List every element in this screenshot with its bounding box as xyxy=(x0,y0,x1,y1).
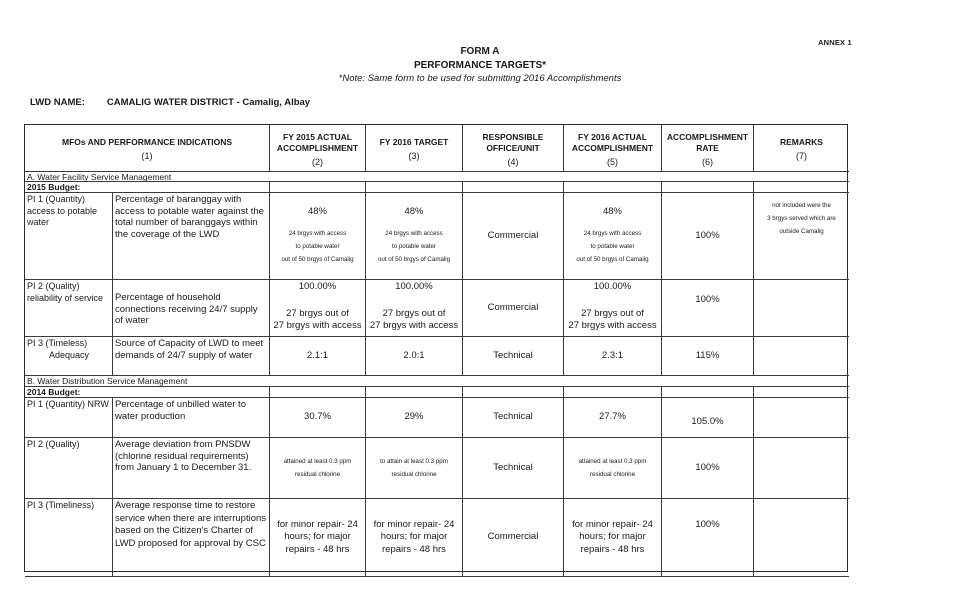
header-label: FY 2016 TARGET xyxy=(379,137,449,147)
indicator-cell: Percentage of baranggay with access to potable water against the total number of baranggays within the coverage of the LWD xyxy=(113,193,270,280)
pi-cell xyxy=(25,337,113,376)
office-cell: Commercial xyxy=(463,280,564,337)
percent-value: 100.00% xyxy=(395,281,433,292)
percent-value: 100.00% xyxy=(298,281,337,292)
header-label: RESPONSIBLE OFFICE/UNIT xyxy=(482,131,544,153)
fy2015-cell: 2.1:1 xyxy=(270,337,366,376)
lwd-name: CAMALIG WATER DISTRICT - Camalig, Albay xyxy=(106,97,311,108)
pi-cell: PI 1 (Quantity) access to potable water xyxy=(25,193,113,280)
header-number: (5) xyxy=(607,156,618,167)
pi-sublabel: Adequacy xyxy=(49,349,90,360)
header-label: MFOs AND PERFORMANCE INDICATIONS xyxy=(62,137,232,147)
fy2015-cell: 30.7% xyxy=(270,398,366,438)
detail-line: out of 50 brgys of Camalig xyxy=(377,256,451,264)
indicator-cell: Average response time to restore service when there are interruptions based on the Citizen's Charter of LWD proposed for approval by CSC xyxy=(113,499,270,577)
fy2016-actual-cell: for minor repair- 24 hours; for major repairs - 48 hrs xyxy=(564,499,662,577)
header-mfo xyxy=(25,125,270,172)
header-label: REMARKS xyxy=(780,137,823,147)
remarks-line: not included were the xyxy=(772,202,831,209)
detail-line: 27 brgys out of xyxy=(581,307,644,319)
budget-cell xyxy=(270,182,366,193)
detail-line: to potable water xyxy=(590,243,635,251)
form-subtitle: PERFORMANCE TARGETS* xyxy=(413,60,547,71)
header-number: (6) xyxy=(702,156,713,167)
budget-cell xyxy=(564,182,662,193)
pi-cell: PI 2 (Quality) xyxy=(25,438,113,499)
section-a-budget: 2015 Budget: xyxy=(25,182,270,193)
fy2016-actual-cell xyxy=(564,438,662,499)
header-label: ACCOMPLISHMENT RATE xyxy=(666,131,749,153)
detail-line: 27 brgys out of xyxy=(286,307,349,319)
detail-line: 24 brgys with access xyxy=(583,230,642,238)
header-fy2016-target xyxy=(366,125,463,172)
percent-value: 100.00% xyxy=(593,281,632,292)
detail-line: attained at least 0.3 ppm xyxy=(283,458,352,465)
detail-line: 27 brgys out of xyxy=(382,307,446,319)
fy2016-target-cell: for minor repair- 24 hours; for major repairs - 48 hrs xyxy=(366,499,463,577)
indicator-cell: Percentage of household connections receiving 24/7 supply of water xyxy=(113,280,270,337)
budget-cell xyxy=(662,182,754,193)
budget-cell xyxy=(754,387,849,398)
fy2016-target-cell xyxy=(366,438,463,499)
rate-cell: 105.0% xyxy=(662,398,754,438)
remarks-cell xyxy=(754,438,849,499)
budget-cell xyxy=(366,182,463,193)
annex-label: ANNEX 1 xyxy=(818,38,852,47)
detail-line: 27 brgys with access xyxy=(369,320,459,331)
header-accomplishment-rate xyxy=(662,125,754,172)
header-fy2015-actual xyxy=(270,125,366,172)
fy2015-cell xyxy=(270,280,366,337)
fy2016-actual-cell xyxy=(564,280,662,337)
percent-value: 48% xyxy=(602,205,622,217)
fy2016-target-cell: 29% xyxy=(366,398,463,438)
pi-cell: PI 2 (Quality) reliability of service xyxy=(25,280,113,337)
office-cell: Technical xyxy=(463,398,564,438)
remarks-line: 3 brgys served which are xyxy=(767,215,836,222)
remarks-cell xyxy=(754,499,849,577)
office-cell: Technical xyxy=(463,438,564,499)
header-responsible-office xyxy=(463,125,564,172)
detail-line: residual chlorine xyxy=(294,471,341,478)
header-number: (4) xyxy=(507,156,519,167)
header-number: (1) xyxy=(141,151,153,161)
detail-line: residual chlorine xyxy=(391,471,437,478)
indicator-cell: Source of Capacity of LWD to meet demands of 24/7 supply of water xyxy=(113,337,270,376)
rate-cell: 100% xyxy=(662,499,754,577)
detail-line: out of 50 brgys of Camalig xyxy=(281,256,354,264)
detail-line: 24 brgys with access xyxy=(385,230,443,238)
detail-line: out of 50 brgys of Camalig xyxy=(576,256,649,264)
budget-cell xyxy=(754,182,849,193)
remarks-cell xyxy=(754,193,849,280)
pi-label: PI 3 (Timeless) xyxy=(27,338,88,348)
header-number: (2) xyxy=(312,156,323,167)
header-fy2016-actual xyxy=(564,125,662,172)
detail-line: to potable water xyxy=(391,243,437,251)
form-title: FORM A xyxy=(460,46,500,57)
fy2015-cell xyxy=(270,193,366,280)
detail-line: 24 brgys with access xyxy=(288,230,347,238)
fy2015-cell: for minor repair- 24 hours; for major repairs - 48 hrs xyxy=(270,499,366,577)
fy2016-actual-cell: 27.7% xyxy=(564,398,662,438)
performance-table xyxy=(24,124,848,572)
header-label: FY 2015 ACTUAL ACCOMPLISHMENT xyxy=(276,131,359,153)
office-cell: Commercial xyxy=(463,193,564,280)
header-remarks xyxy=(754,125,849,172)
fy2016-target-cell: 2.0:1 xyxy=(366,337,463,376)
fy2016-actual-cell: 2.3:1 xyxy=(564,337,662,376)
budget-cell xyxy=(463,387,564,398)
remarks-cell xyxy=(754,337,849,376)
pi-cell: PI 3 (Timeliness) xyxy=(25,499,113,577)
pi-cell: PI 1 (Quantity) NRW xyxy=(25,398,113,438)
remarks-cell xyxy=(754,398,849,438)
percent-value: 48% xyxy=(307,205,327,217)
rate-cell: 100% xyxy=(662,193,754,280)
header-number: (7) xyxy=(796,151,807,161)
remarks-cell xyxy=(754,280,849,337)
header-label: FY 2016 ACTUAL ACCOMPLISHMENT xyxy=(571,131,654,153)
indicator-cell: Percentage of unbilled water to water production xyxy=(113,398,270,438)
form-note: *Note: Same form to be used for submitting 2016 Accomplishments xyxy=(338,73,622,84)
office-cell: Commercial xyxy=(463,499,564,577)
section-a-title: A. Water Facility Service Management xyxy=(25,172,849,182)
detail-line: 27 brgys with access xyxy=(273,320,362,331)
rate-cell: 100% xyxy=(662,280,754,337)
remarks-line: outside Camalig xyxy=(779,228,824,235)
budget-cell xyxy=(366,387,463,398)
fy2016-actual-cell xyxy=(564,193,662,280)
lwd-name-line xyxy=(30,97,310,108)
budget-cell xyxy=(662,387,754,398)
detail-line: attained at least 0.3 ppm xyxy=(578,458,647,465)
detail-line: 27 brgys with access xyxy=(568,320,657,331)
budget-cell xyxy=(463,182,564,193)
budget-cell xyxy=(564,387,662,398)
fy2016-target-cell xyxy=(366,193,463,280)
fy2015-cell xyxy=(270,438,366,499)
section-b-title: B. Water Distribution Service Management xyxy=(25,376,849,387)
detail-line: to attain at least 0.3 ppm xyxy=(380,458,448,465)
office-cell: Technical xyxy=(463,337,564,376)
indicator-cell: Average deviation from PNSDW (chlorine residual requirements) from January 1 to December 31. xyxy=(113,438,270,499)
rate-cell: 100% xyxy=(662,438,754,499)
percent-value: 48% xyxy=(404,205,424,217)
rate-cell: 115% xyxy=(662,337,754,376)
header-number: (3) xyxy=(408,151,420,161)
detail-line: residual chlorine xyxy=(589,471,636,478)
budget-cell xyxy=(270,387,366,398)
detail-line: to potable water xyxy=(295,243,340,251)
fy2016-target-cell xyxy=(366,280,463,337)
section-b-budget: 2014 Budget: xyxy=(25,387,270,398)
lwd-label: LWD NAME: xyxy=(30,97,85,108)
